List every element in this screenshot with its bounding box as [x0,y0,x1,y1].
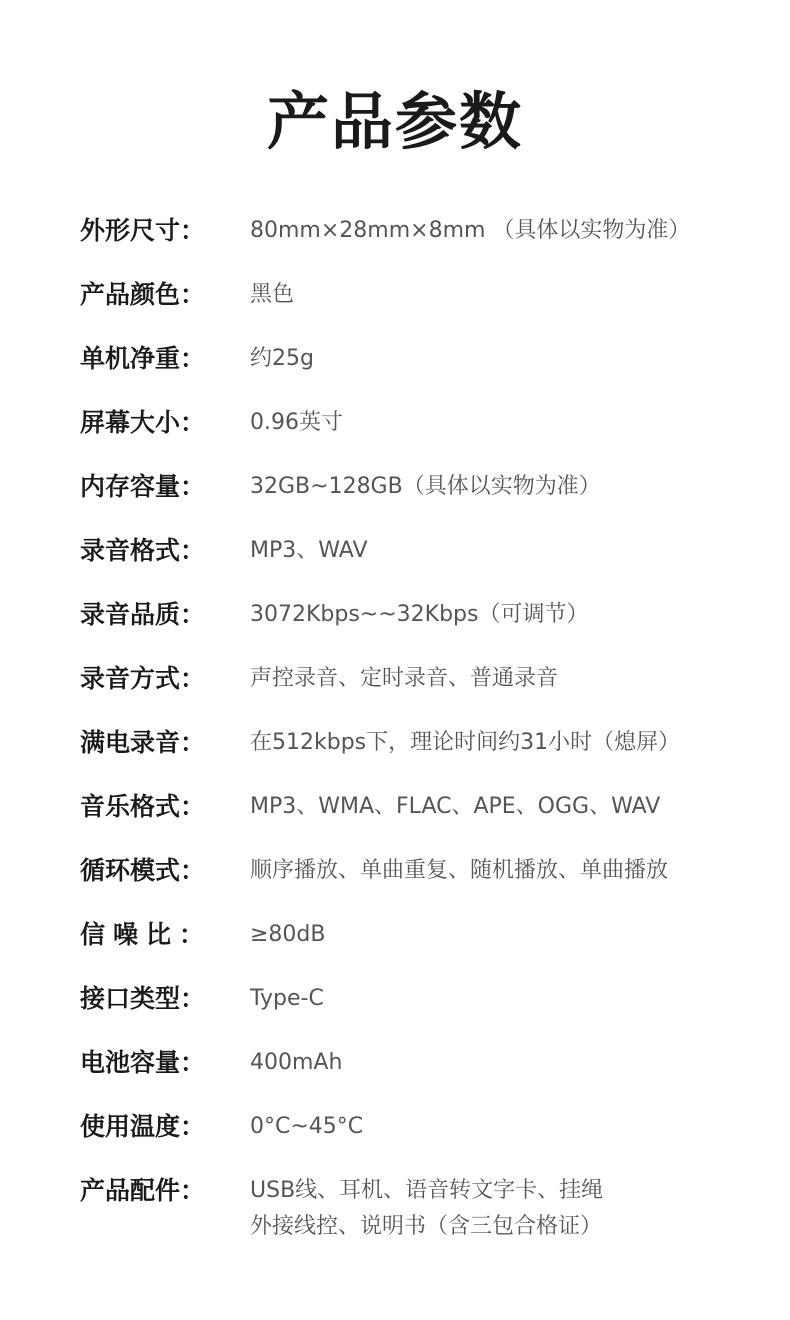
spec-label: 录音方式： [80,664,206,693]
spec-value-line: USB线、耳机、语音转文字卡、挂绳 [250,1178,604,1203]
spec-row-dimensions [80,208,760,272]
spec-label: 电池容量： [80,1048,206,1077]
spec-label: 录音品质： [80,600,206,629]
spec-row-screen-size [80,400,760,464]
spec-row-color [80,272,760,336]
spec-label: 循环模式： [80,856,206,885]
spec-label: 单机净重： [80,344,206,373]
spec-row-music-format [80,784,760,848]
spec-label: 录音格式： [80,536,206,565]
spec-row-record-quality [80,592,760,656]
spec-value: 约25g [250,346,314,371]
spec-label: 内存容量： [80,472,206,501]
page-title: 产品参数 [266,85,523,158]
spec-label: 屏幕大小： [80,408,206,437]
spec-value: 3072Kbps~~32Kbps（可调节） [250,602,589,627]
spec-row-accessories [80,1168,760,1250]
spec-value: 在512kbps下，理论时间约31小时（熄屏） [250,730,681,755]
spec-row-record-mode [80,656,760,720]
spec-value: ≥80dB [250,922,326,947]
spec-value: 0°C~45°C [250,1114,364,1139]
spec-row-storage [80,464,760,528]
spec-row-snr [80,912,760,976]
spec-row-record-format [80,528,760,592]
spec-value: 声控录音、定时录音、普通录音 [250,666,559,691]
spec-value: 黑色 [250,282,295,307]
spec-label: 使用温度： [80,1112,206,1141]
spec-value: 顺序播放、单曲重复、随机播放、单曲播放 [250,858,669,883]
spec-label: 接口类型： [80,984,206,1013]
spec-label: 产品配件： [80,1176,206,1205]
spec-row-weight [80,336,760,400]
spec-row-battery [80,1040,760,1104]
spec-value: MP3、WAV [250,538,368,563]
spec-row-loop-mode [80,848,760,912]
spec-label: 产品颜色： [80,280,206,309]
spec-value: MP3、WMA、FLAC、APE、OGG、WAV [250,794,661,819]
spec-row-full-charge-recording [80,720,760,784]
spec-value: Type-C [250,986,324,1011]
spec-row-interface [80,976,760,1040]
spec-value: 80mm×28mm×8mm （具体以实物为准） [250,218,691,243]
spec-row-operating-temp [80,1104,760,1168]
spec-label: 外形尺寸： [80,216,206,245]
spec-value: 32GB~128GB（具体以实物为准） [250,474,601,499]
spec-value: 400mAh [250,1050,343,1075]
spec-label: 音乐格式： [80,792,206,821]
spec-label: 满电录音： [80,728,206,757]
spec-list [80,208,760,1250]
spec-value-line: 外接线控、说明书（含三包合格证） [250,1214,603,1239]
spec-value [250,1168,760,1250]
spec-value: 0.96英寸 [250,410,343,435]
spec-label: 信噪比： [80,920,213,949]
